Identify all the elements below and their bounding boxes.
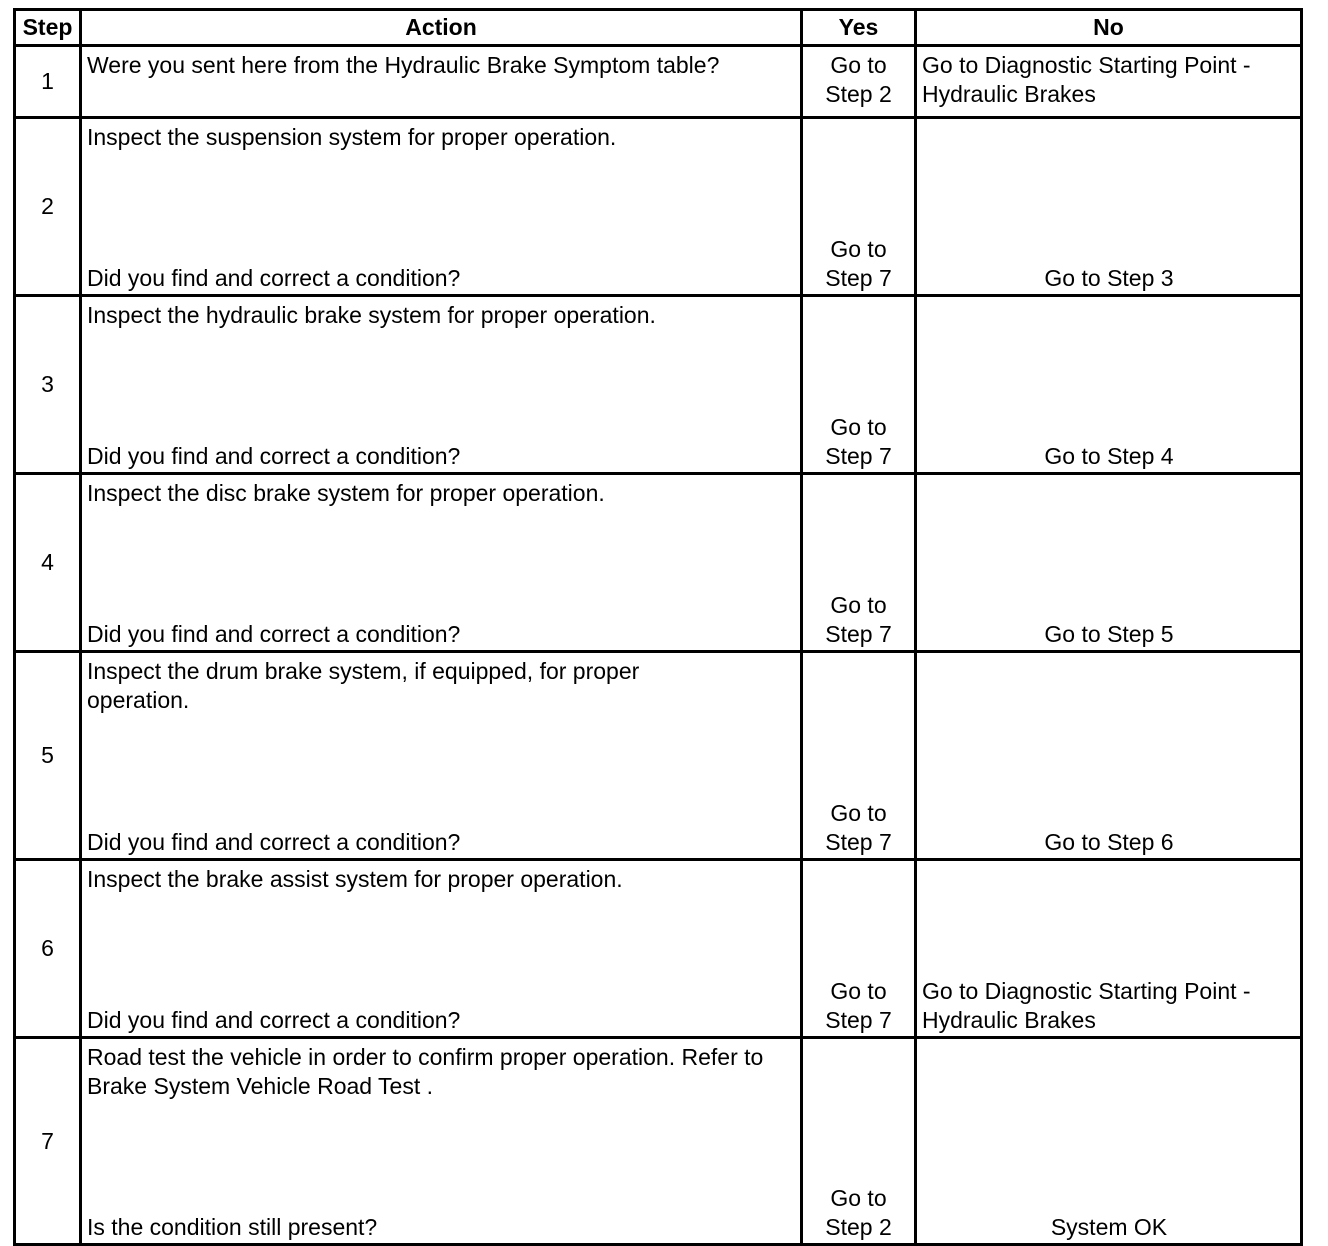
yes-text: Go to Step 7 — [825, 592, 892, 647]
table-row — [15, 652, 1302, 860]
yes-text: Go to Step 7 — [825, 800, 892, 855]
header-no: No — [916, 10, 1302, 46]
table-row — [15, 860, 1302, 1038]
action-question: Did you find and correct a condition? — [87, 621, 461, 647]
action-question: Did you find and correct a condition? — [87, 265, 461, 291]
no-cell — [916, 1038, 1302, 1245]
action-text: Inspect the hydraulic brake system for proper operation. — [87, 302, 656, 328]
table-row — [15, 474, 1302, 652]
action-cell — [81, 474, 802, 652]
yes-cell — [802, 860, 916, 1038]
step-number: 7 — [15, 1038, 81, 1245]
yes-text: Go to Step 2 — [825, 1185, 892, 1240]
yes-cell — [802, 652, 916, 860]
yes-text: Go to Step 2 — [825, 52, 892, 107]
action-question: Did you find and correct a condition? — [87, 1007, 461, 1033]
no-cell — [916, 652, 1302, 860]
action-text: Inspect the brake assist system for proper operation. — [87, 866, 623, 892]
action-text: Inspect the drum brake system, if equipped, for proper operation. — [87, 658, 640, 713]
action-text: Road test the vehicle in order to confirm proper operation. Refer to Brake System Vehicle Road Test . — [87, 1044, 764, 1099]
table-row — [15, 296, 1302, 474]
no-cell — [916, 118, 1302, 296]
action-cell — [81, 652, 802, 860]
yes-cell — [802, 474, 916, 652]
no-cell — [916, 860, 1302, 1038]
table-row — [15, 118, 1302, 296]
step-number: 4 — [15, 474, 81, 652]
yes-cell — [802, 118, 916, 296]
header-yes: Yes — [802, 10, 916, 46]
yes-cell — [802, 1038, 916, 1245]
step-number: 5 — [15, 652, 81, 860]
step-number: 6 — [15, 860, 81, 1038]
yes-text: Go to Step 7 — [825, 978, 892, 1033]
no-text: Go to Diagnostic Starting Point - Hydraulic Brakes — [922, 52, 1251, 107]
step-number: 2 — [15, 118, 81, 296]
header-step: Step — [15, 10, 81, 46]
action-text: Were you sent here from the Hydraulic Brake Symptom table? — [87, 52, 720, 78]
action-cell — [81, 1038, 802, 1245]
no-cell — [916, 46, 1302, 118]
no-cell — [916, 296, 1302, 474]
action-cell — [81, 118, 802, 296]
yes-cell — [802, 296, 916, 474]
action-question: Is the condition still present? — [87, 1214, 378, 1240]
action-cell — [81, 46, 802, 118]
action-text: Inspect the suspension system for proper operation. — [87, 124, 617, 150]
no-text: Go to Diagnostic Starting Point - Hydraulic Brakes — [922, 978, 1251, 1033]
table-row — [15, 46, 1302, 118]
header-action: Action — [81, 10, 802, 46]
table-row — [15, 1038, 1302, 1245]
step-number: 3 — [15, 296, 81, 474]
no-text: Go to Step 4 — [1044, 443, 1174, 469]
no-text: System OK — [1050, 1214, 1168, 1240]
header-row — [15, 10, 1302, 46]
diagnostic-table — [13, 8, 1303, 1246]
no-cell — [916, 474, 1302, 652]
action-cell — [81, 860, 802, 1038]
yes-text: Go to Step 7 — [825, 414, 892, 469]
no-text: Go to Step 5 — [1044, 621, 1174, 647]
action-cell — [81, 296, 802, 474]
action-text: Inspect the disc brake system for proper operation. — [87, 480, 605, 506]
action-question: Did you find and correct a condition? — [87, 829, 461, 855]
step-number: 1 — [15, 46, 81, 118]
yes-text: Go to Step 7 — [825, 236, 892, 291]
action-question: Did you find and correct a condition? — [87, 443, 461, 469]
yes-cell — [802, 46, 916, 118]
no-text: Go to Step 6 — [1044, 829, 1174, 855]
no-text: Go to Step 3 — [1044, 265, 1174, 291]
